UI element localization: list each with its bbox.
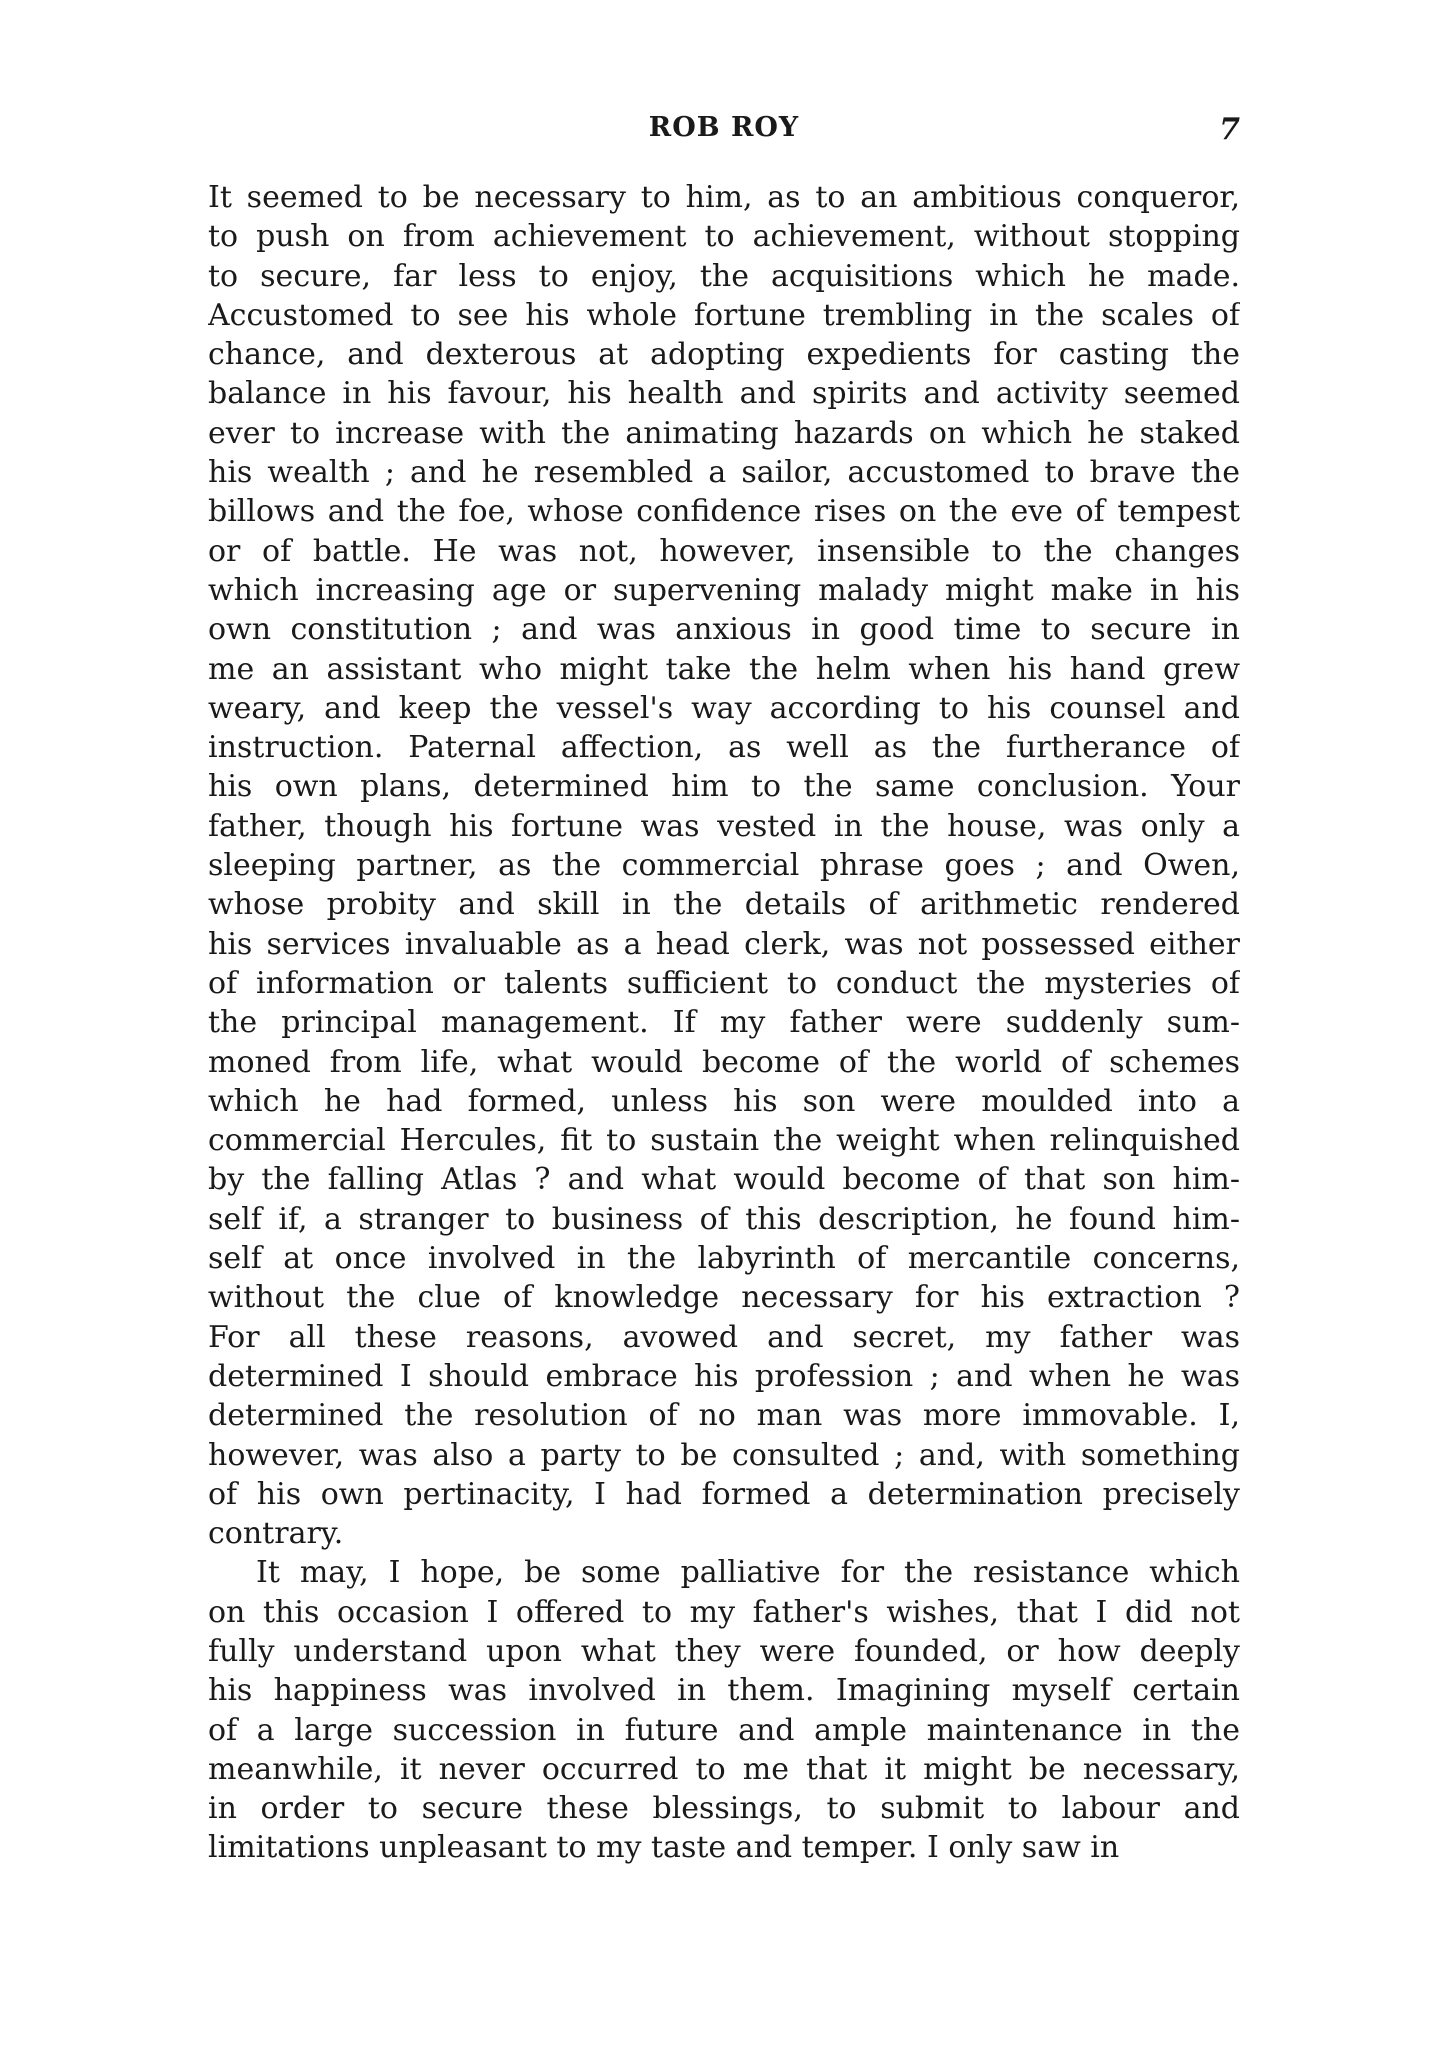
text-line: by the falling Atlas ? and what would become of that son him- — [208, 1162, 1240, 1198]
text-line: instruction. Paternal affection, as well as the furtherance of — [208, 730, 1240, 766]
text-line: For all these reasons, avowed and secret, my father was — [208, 1319, 1240, 1355]
text-line: his happiness was involved in them. Imagining myself certain — [208, 1673, 1240, 1709]
text-line: fully understand upon what they were founded, or how deeply — [208, 1633, 1240, 1669]
text-line: ever to increase with the animating hazards on which he staked — [208, 415, 1240, 451]
text-line: billows and the foe, whose confidence rises on the eve of tempest — [208, 494, 1240, 530]
running-head — [208, 112, 1240, 152]
text-line: determined the resolution of no man was more immovable. I, — [208, 1398, 1240, 1434]
text-line: self at once involved in the labyrinth of mercantile concerns, — [208, 1241, 1240, 1277]
text-line: Accustomed to see his whole fortune trembling in the scales of — [208, 297, 1240, 333]
text-line: commercial Hercules, fit to sustain the weight when relinquished — [208, 1123, 1240, 1159]
text-line: of a large succession in future and ample maintenance in the — [208, 1712, 1240, 1748]
text-line: moned from life, what would become of the world of schemes — [208, 1044, 1240, 1080]
text-line: the principal management. If my father were suddenly sum- — [208, 1005, 1240, 1041]
text-line: on this occasion I offered to my father's wishes, that I did not — [208, 1594, 1240, 1630]
body-text — [208, 178, 1240, 1868]
text-line: father, though his fortune was vested in the house, was only a — [208, 808, 1240, 844]
text-line: own constitution ; and was anxious in good time to secure in — [208, 612, 1240, 648]
text-line: chance, and dexterous at adopting expedients for casting the — [208, 337, 1240, 373]
text-line: his services invaluable as a head clerk, was not possessed either — [208, 926, 1240, 962]
text-line: of information or talents sufficient to conduct the mysteries of — [208, 965, 1240, 1001]
text-line: which he had formed, unless his son were moulded into a — [208, 1083, 1240, 1119]
text-line: meanwhile, it never occurred to me that it might be necessary, — [208, 1751, 1240, 1787]
page-number: 7 — [1219, 112, 1240, 147]
text-line: to secure, far less to enjoy, the acquisitions which he made. — [208, 258, 1240, 294]
text-line: in order to secure these blessings, to submit to labour and — [208, 1791, 1240, 1827]
text-line: self if, a stranger to business of this description, he found him- — [208, 1201, 1240, 1237]
paragraph — [208, 178, 1240, 1553]
text-line: or of battle. He was not, however, insensible to the changes — [208, 533, 1240, 569]
text-line: sleeping partner, as the commercial phrase goes ; and Owen, — [208, 848, 1240, 884]
text-line: me an assistant who might take the helm when his hand grew — [208, 651, 1240, 687]
text-line: his own plans, determined him to the same conclusion. Your — [208, 769, 1240, 805]
text-line: It may, I hope, be some palliative for the resistance which — [256, 1555, 1240, 1591]
text-line: contrary. — [208, 1516, 344, 1552]
text-line: determined I should embrace his profession ; and when he was — [208, 1358, 1240, 1394]
text-line: weary, and keep the vessel's way according to his counsel and — [208, 690, 1240, 726]
text-line: to push on from achievement to achievement, without stopping — [208, 219, 1240, 255]
text-line: however, was also a party to be consulted ; and, with something — [208, 1437, 1240, 1473]
text-line: of his own pertinacity, I had formed a determination precisely — [208, 1476, 1240, 1512]
paragraph — [208, 1553, 1240, 1867]
text-line: It seemed to be necessary to him, as to an ambitious conqueror, — [208, 180, 1240, 215]
running-title: ROB ROY — [648, 112, 800, 143]
text-line: limitations unpleasant to my taste and temper. I only saw in — [208, 1830, 1120, 1866]
text-line: his wealth ; and he resembled a sailor, accustomed to brave the — [208, 455, 1240, 491]
text-line: which increasing age or supervening malady might make in his — [208, 572, 1240, 608]
text-line: whose probity and skill in the details of arithmetic rendered — [208, 887, 1240, 923]
text-line: balance in his favour, his health and spirits and activity seemed — [208, 376, 1240, 412]
text-line: without the clue of knowledge necessary for his extraction ? — [208, 1280, 1240, 1316]
